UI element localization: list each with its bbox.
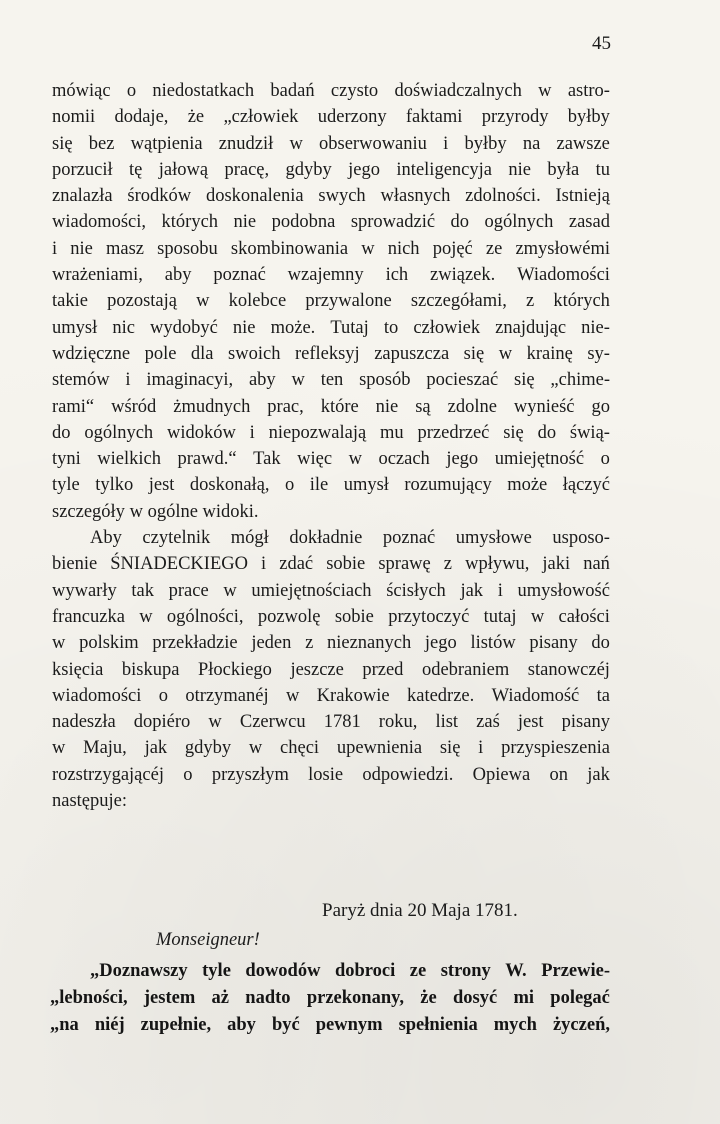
text-line: wrażeniami, aby poznać wzajemny ich związek. Wiadomości — [52, 265, 610, 286]
text-line: w polskim przekładzie jeden z nieznanych jego listów pisany do — [52, 633, 610, 654]
text-line: tyle tylko jest doskonałą, o ile umysł rozumujący może łączyć — [52, 475, 610, 496]
text-line: stemów i imaginacyi, aby w ten sposób pocieszać się „chime- — [52, 370, 610, 391]
text-line: tyni wielkich prawd.“ Tak więc w oczach jego umiejętność o — [52, 449, 610, 470]
text-line: „na niéj zupełnie, aby być pewnym spełnienia mych życzeń, — [50, 1015, 610, 1035]
text-line: wywarły tak prace w umiejętnościach ścisłych jak i umysłowość — [52, 580, 610, 601]
text-line: i nie masz sposobu skombinowania w nich pojęć ze zmysłowémi — [52, 238, 610, 259]
text-line: do ogólnych widoków i niepozwalają mu przedrzeć się do świą- — [52, 422, 610, 443]
text-line: nadeszła dopiéro w Czerwcu 1781 roku, list zaś jest pisany — [52, 712, 610, 733]
letter-salutation: Monseigneur! — [156, 930, 260, 950]
text-line: się bez wątpienia znudził w obserwowaniu i byłby na zawsze — [52, 133, 610, 154]
paragraph-1 — [52, 78, 610, 525]
text-line: znalazła środków doskonalenia swych własnych zdolności. Istnieją — [52, 186, 610, 207]
text-line: „lebności, jestem aż nadto przekonany, że dosyć mi polegać — [50, 988, 610, 1008]
body-text — [52, 78, 610, 814]
text-line: szczegóły w ogólne widoki. — [52, 501, 259, 522]
text-line: „Doznawszy tyle dowodów dobroci ze strony W. Przewie- — [90, 961, 610, 981]
text-line: mówiąc o niedostatkach badań czysto doświadczalnych w astro- — [52, 81, 610, 101]
paragraph-2 — [52, 525, 610, 814]
text-line: nomii dodaje, że „człowiek uderzony faktami przyrody byłby — [52, 107, 610, 128]
text-line: księcia biskupa Płockiego jeszcze przed odebraniem stanowczéj — [52, 659, 610, 680]
text-line: porzucił tę jałową pracę, gdyby jego inteligencyja nie była tu — [52, 159, 610, 180]
letter-body — [50, 958, 610, 1039]
text-line: w Maju, jak gdyby w chęci upewnienia się i przyspieszenia — [52, 738, 610, 759]
text-line: rami“ wśród żmudnych prac, które nie są zdolne wynieść go — [52, 396, 610, 417]
page-number: 45 — [592, 33, 611, 54]
text-line: Aby czytelnik mógł dokładnie poznać umysłowe usposo- — [90, 528, 610, 549]
letter-dateline: Paryż dnia 20 Maja 1781. — [322, 900, 518, 921]
text-line: wiadomości o otrzymanéj w Krakowie katedrze. Wiadomość ta — [52, 685, 610, 706]
text-line: takie pozostają w kolebce przywalone szczegółami, z których — [52, 291, 610, 312]
text-line: francuzka w ogólności, pozwolę sobie przytoczyć tutaj w całości — [52, 606, 610, 627]
text-line: umysł nic wydobyć nie może. Tutaj to człowiek znajdując nie- — [52, 317, 610, 338]
text-line: wiadomości, których nie podobna sprowadzić do ogólnych zasad — [52, 212, 610, 233]
text-line: wdzięczne pole dla swoich refleksyj zapuszcza się w krainę sy- — [52, 343, 610, 364]
text-line: bienie ŚNIADECKIEGO i zdać sobie sprawę z wpływu, jaki nań — [52, 554, 610, 575]
text-line: następuje: — [52, 791, 128, 812]
text-line: rozstrzygającéj o przyszłym losie odpowiedzi. Opiewa on jak — [52, 764, 610, 785]
